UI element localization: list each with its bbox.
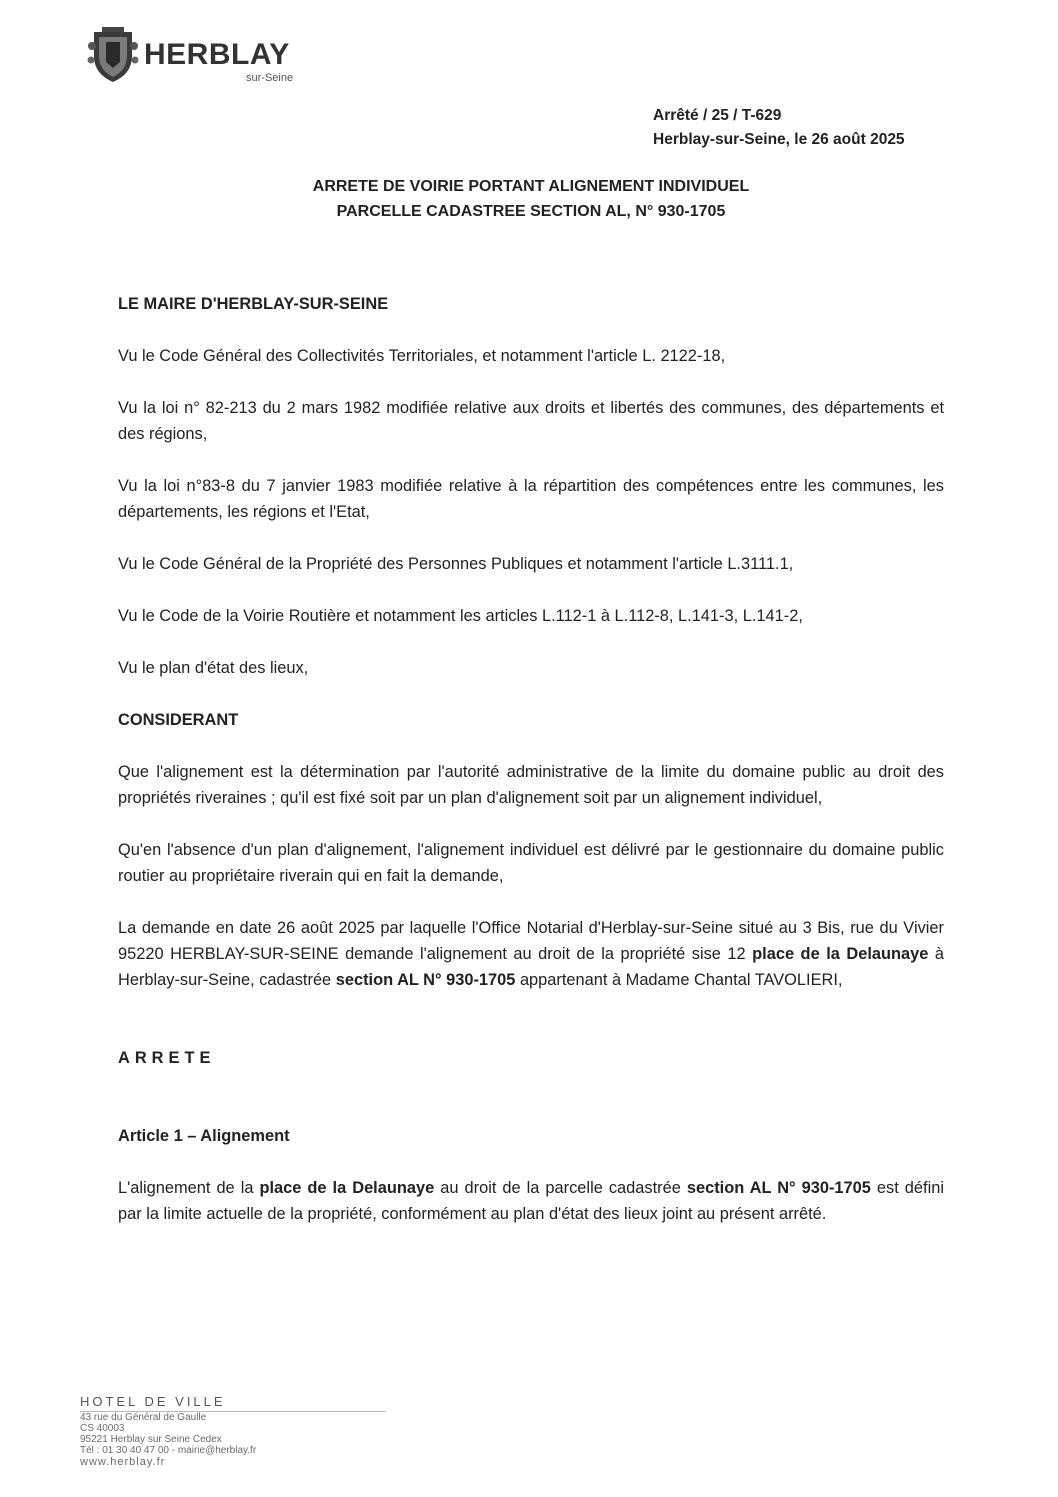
text-span: appartenant à Madame Chantal TAVOLIERI, <box>515 971 843 989</box>
town-logo <box>86 26 316 86</box>
considerant-paragraph-2: Qu'en l'absence d'un plan d'alignement, l'alignement individuel est délivré par le gestionnaire du domaine public routier au propriétaire riverain qui en fait la demande, <box>118 841 944 885</box>
place-date: Herblay-sur-Seine, le 26 août 2025 <box>653 131 905 148</box>
logo-name: HERBLAY <box>144 38 290 71</box>
street-name: place de la Delaunaye <box>259 1179 435 1197</box>
arrete-heading: ARRETE <box>118 1049 216 1067</box>
logo-subtitle: sur-Seine <box>246 72 294 84</box>
parcel-reference: section AL N° 930-1705 <box>686 1179 871 1197</box>
footer-contact: Tél : 01 30 40 47 00 - mairie@herblay.fr <box>80 1445 257 1456</box>
vu-paragraph-2: Vu la loi n° 82-213 du 2 mars 1982 modifiée relative aux droits et libertés des communes, des départements et des régions, <box>118 399 944 443</box>
title-line-2: PARCELLE CADASTREE SECTION AL, N° 930-1705 <box>336 203 726 220</box>
footer-cs: CS 40003 <box>80 1423 125 1434</box>
reference-block <box>653 104 905 152</box>
text-span: La demande en date 26 août 2025 par laquelle l'Office Notarial d'Herblay-sur-Seine situé au 3 Bis, rue du Vivier 95220 HERBLAY-SUR-SEINE demande l'alignement au droit de la propriété sise 12 <box>118 919 944 963</box>
footer-city: 95221 Herblay sur Seine Cedex <box>80 1434 222 1445</box>
document-body <box>118 291 944 1227</box>
vu-paragraph-3: Vu la loi n°83-8 du 7 janvier 1983 modifiée relative à la répartition des compétences entre les communes, les départements, les régions et l'Etat, <box>118 477 944 521</box>
coat-of-arms-icon <box>86 26 140 84</box>
footer-address <box>80 1394 400 1469</box>
vu-paragraph-1: Vu le Code Général des Collectivités Territoriales, et notamment l'article L. 2122-18, <box>118 347 726 365</box>
text-span: L'alignement de la <box>118 1179 260 1197</box>
vu-paragraph-5: Vu le Code de la Voirie Routière et notamment les articles L.112-1 à L.112-8, L.141-3, L.141-2, <box>118 607 803 625</box>
considerant-heading: CONSIDERANT <box>118 711 239 729</box>
title-line-1: ARRETE DE VOIRIE PORTANT ALIGNEMENT INDIVIDUEL <box>312 178 750 195</box>
parcel-reference: section AL N° 930-1705 <box>335 971 516 989</box>
mayor-heading: LE MAIRE D'HERBLAY-SUR-SEINE <box>118 295 389 313</box>
text-span: est défini par la limite actuelle de la propriété, conformément au plan d'état des lieux joint au présent arrêté. <box>118 1179 944 1223</box>
vu-paragraph-4: Vu le Code Général de la Propriété des Personnes Publiques et notamment l'article L.3111.1, <box>118 555 794 573</box>
footer-website: www.herblay.fr <box>80 1456 166 1468</box>
text-span: à Herblay-sur-Seine, cadastrée <box>118 945 944 989</box>
decree-number: Arrêté / 25 / T-629 <box>653 107 782 124</box>
text-span: au droit de la parcelle cadastrée <box>434 1179 687 1197</box>
footer-title: HOTEL DE VILLE <box>80 1394 386 1412</box>
considerant-paragraph-1: Que l'alignement est la détermination par l'autorité administrative de la limite du domaine public au droit des propriétés riveraines ; qu'il est fixé soit par un plan d'alignement soit par un alignement individuel, <box>118 763 944 807</box>
vu-paragraph-6: Vu le plan d'état des lieux, <box>118 659 309 677</box>
document-title <box>118 174 944 224</box>
street-name: place de la Delaunaye <box>752 945 929 963</box>
article-1-paragraph <box>118 1175 944 1227</box>
article-1-title: Article 1 – Alignement <box>118 1127 290 1145</box>
footer-street: 43 rue du Général de Gaulle <box>80 1412 207 1423</box>
considerant-paragraph-3 <box>118 915 944 993</box>
